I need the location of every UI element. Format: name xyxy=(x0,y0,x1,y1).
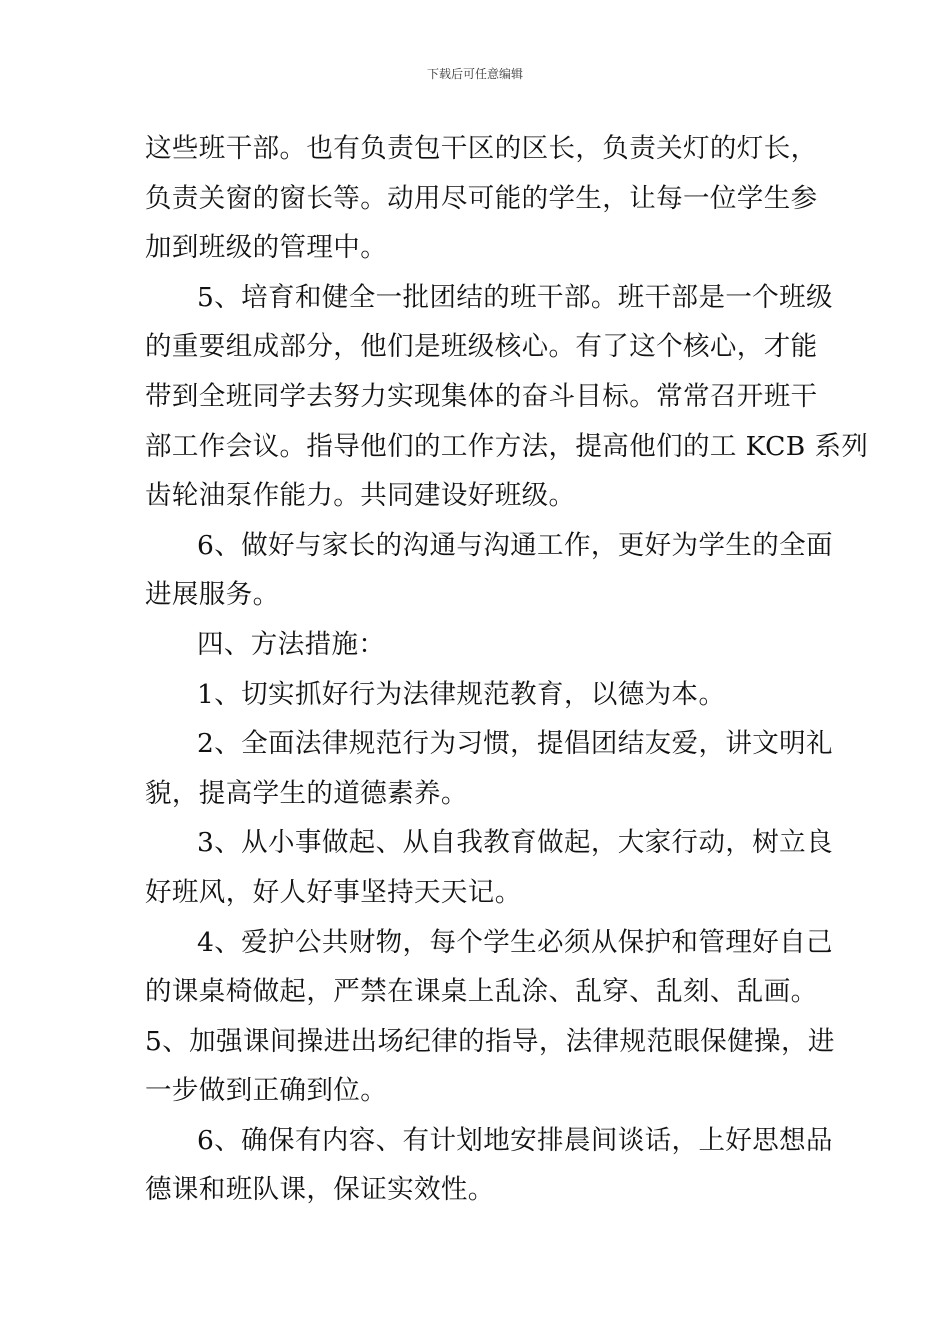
text-line: 带到全班同学去努力实现集体的奋斗目标。常常召开班干 xyxy=(145,380,818,412)
text-line: 的课桌椅做起，严禁在课桌上乱涂、乱穿、乱刻、乱画。 xyxy=(145,976,818,1008)
paragraph-start-line: 6、做好与家长的沟通与沟通工作，更好为学生的全面 xyxy=(197,529,833,561)
paragraph-start-line: 4、爱护公共财物，每个学生必须从保护和管理好自己 xyxy=(197,926,833,958)
text-line: 齿轮油泵作能力。共同建设好班级。 xyxy=(145,480,576,512)
body-text xyxy=(145,124,869,1215)
text-line: 部工作会议。指导他们的工作方法，提高他们的工 KCB 系列 xyxy=(145,430,869,462)
paragraph-start-line: 3、从小事做起、从自我教育做起，大家行动，树立良 xyxy=(197,827,833,859)
text-line: 的重要组成部分，他们是班级核心。有了这个核心，才能 xyxy=(145,331,818,363)
text-line: 负责关窗的窗长等。动用尽可能的学生，让每一位学生参 xyxy=(145,182,818,214)
text-line: 这些班干部。也有负责包干区的区长，负责关灯的灯长， xyxy=(145,133,818,164)
section-heading: 四、方法措施： xyxy=(197,628,386,660)
text-line: 一步做到正确到位。 xyxy=(145,1075,388,1107)
paragraph-start-line: 6、确保有内容、有计划地安排晨间谈话，上好思想品 xyxy=(197,1124,833,1156)
paragraph-start-line: 1、切实抓好行为法律规范教育，以德为本。 xyxy=(197,678,726,710)
header-note: 下载后可任意编辑 xyxy=(426,67,523,81)
text-line: 好班风，好人好事坚持天天记。 xyxy=(145,876,522,908)
paragraph-start-line: 5、加强课间操进出场纪律的指导，法律规范眼保健操，进 xyxy=(145,1025,835,1057)
text-line: 貌，提高学生的道德素养。 xyxy=(145,777,468,809)
text-line: 加到班级的管理中。 xyxy=(145,232,388,264)
text-line: 德课和班队课，保证实效性。 xyxy=(145,1174,495,1206)
paragraph-start-line: 2、全面法律规范行为习惯，提倡团结友爱，讲文明礼 xyxy=(197,728,833,760)
text-line: 进展服务。 xyxy=(145,579,280,611)
paragraph-start-line: 5、培育和健全一批团结的班干部。班干部是一个班级 xyxy=(197,281,833,313)
